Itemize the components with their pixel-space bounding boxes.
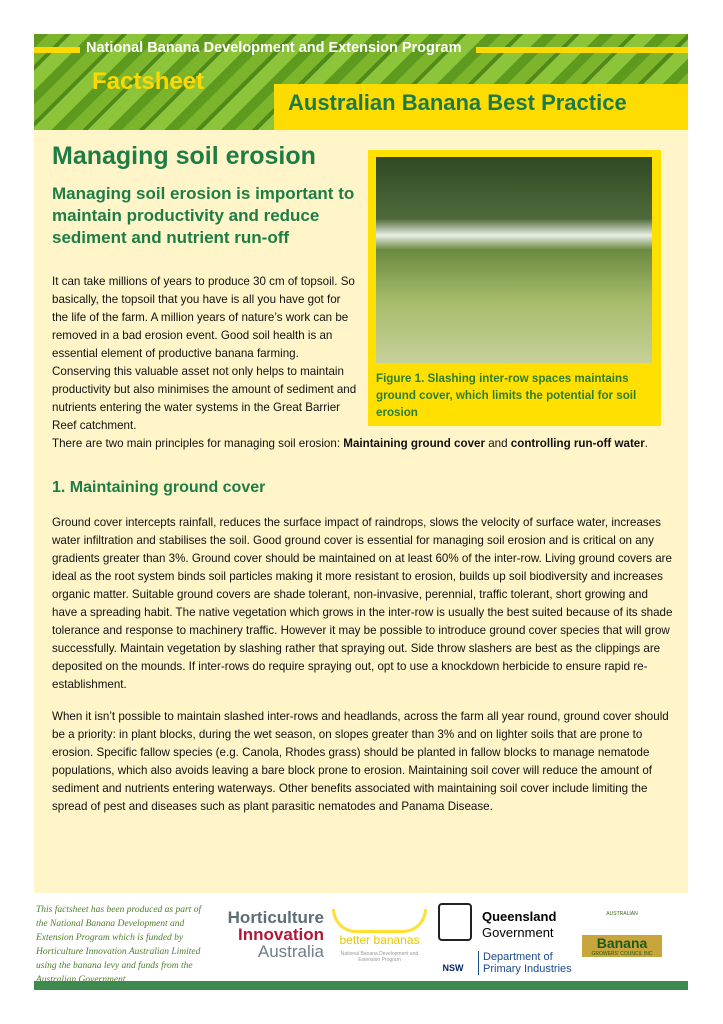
abgc-logo xyxy=(582,911,662,967)
series-title: Australian Banana Best Practice xyxy=(274,84,688,130)
logo-text: NSW xyxy=(442,963,464,973)
principles-mid: and xyxy=(485,437,511,450)
subtitle: Managing soil erosion is important to maintain productivity and reduce sediment and nutrient run-off xyxy=(52,184,355,247)
funding-credit: This factsheet has been produced as part of the National Banana Development and Extension Program which is funded by Horticulture Innovation Australian Limited using the banana levy and funds from the Australian Government xyxy=(36,905,202,985)
better-bananas-logo xyxy=(332,909,427,963)
logo-text: Government xyxy=(482,925,554,940)
figure-caption: Figure 1. Slashing inter-row spaces maintains ground cover, which limits the potential for soil erosion xyxy=(376,372,637,419)
logo-text: Innovation xyxy=(238,925,324,944)
qld-crest-icon xyxy=(438,903,472,941)
section-paragraph-1: Ground cover intercepts rainfall, reduces the surface impact of raindrops, slows the velocity of surface water, increases water infiltration and stabilises the soil. Good ground cover is essential for managing soil erosion and is critical on any gradients greater than 3%. Ground cover should be maintained on at least 60% of the inter-row. Living ground covers are ideal as the root system binds soil particles making it more resistant to erosion, builds up soil biodiversity and increases organic matter. Suitable ground covers are shade tolerant, non-invasive, perennial, traffic tolerant, short growing and have a spreading habit. The native vegetation which grows in the inter-row is usually the best suited because of its shade tolerance and response to machinery traffic. However it may be possible to introduce ground cover species that will grow successfully. Maintain vegetation by slashing rather that spraying out. Side throw slashers are best as the clippings are deposited on the mounds. If inter-rows do require spraying out, opt to use a knockdown herbicide to ensure rapid re-establishment. xyxy=(52,516,673,691)
logo-text: Horticulture xyxy=(227,908,324,927)
principle-2: controlling run-off water xyxy=(510,437,645,450)
principles-end: . xyxy=(644,437,648,450)
factsheet-label: Factsheet xyxy=(92,68,205,95)
intro-paragraph: It can take millions of years to produce 30 cm of topsoil. So basically, the topsoil that you have is all you have got for the life of the farm. A million years of nature’s work can be removed in a bad erosion event. Good soil health is an essential element of productive banana farming. Conserving this valuable asset not only helps to maintain productivity but also minimises the amount of sediment and nutrients entering the water systems in the Great Barrier Reef catchment. xyxy=(52,275,357,432)
hort-innovation-logo xyxy=(218,909,324,960)
logo-text: Department of xyxy=(483,951,553,963)
header-stripe xyxy=(34,47,80,53)
logo-text: AUSTRALIAN xyxy=(606,911,638,917)
header-stripe xyxy=(476,47,688,53)
logo-text: Queensland xyxy=(482,909,557,924)
page-title: Managing soil erosion xyxy=(52,142,316,170)
program-name: National Banana Development and Extension Program xyxy=(86,40,462,56)
principles-paragraph xyxy=(52,435,672,453)
logo-text: National Banana Development and Extension Program xyxy=(340,951,419,963)
principles-lead: There are two main principles for managing soil erosion: xyxy=(52,437,344,450)
principle-1: Maintaining ground cover xyxy=(343,437,485,450)
banana-plantation-photo xyxy=(376,157,652,363)
logo-text: Primary Industries xyxy=(483,963,572,975)
logo-text: GROWERS' COUNCIL INC xyxy=(582,951,662,957)
logo-text: better bananas xyxy=(339,933,420,947)
nsw-waratah-icon xyxy=(438,943,468,977)
section-heading: 1. Maintaining ground cover xyxy=(52,479,266,496)
footer xyxy=(34,895,688,985)
logo-text: Australia xyxy=(257,942,324,961)
logo-text: Banana xyxy=(582,935,662,951)
banana-icon xyxy=(332,909,427,933)
section-paragraph-2: When it isn’t possible to maintain slashed inter-rows and headlands, across the farm all year round, ground cover should be a priority: in plant blocks, during the wet season, on slopes greater than 3% and on lighter soils that are prone to erosion. Specific fallow species (e.g. Canola, Rhodes grass) should be planted in fallow blocks to manage nematode populations, which also avoids leaving a bare block prone to erosion. Maintaining soil cover will reduce the amount of sediment and nutrients entering waterways. Other benefits associated with maintaining soil cover include limiting the spread of pest and diseases such as plant parasitic nematodes and Panama Disease. xyxy=(52,710,669,813)
figure-1 xyxy=(368,150,661,426)
